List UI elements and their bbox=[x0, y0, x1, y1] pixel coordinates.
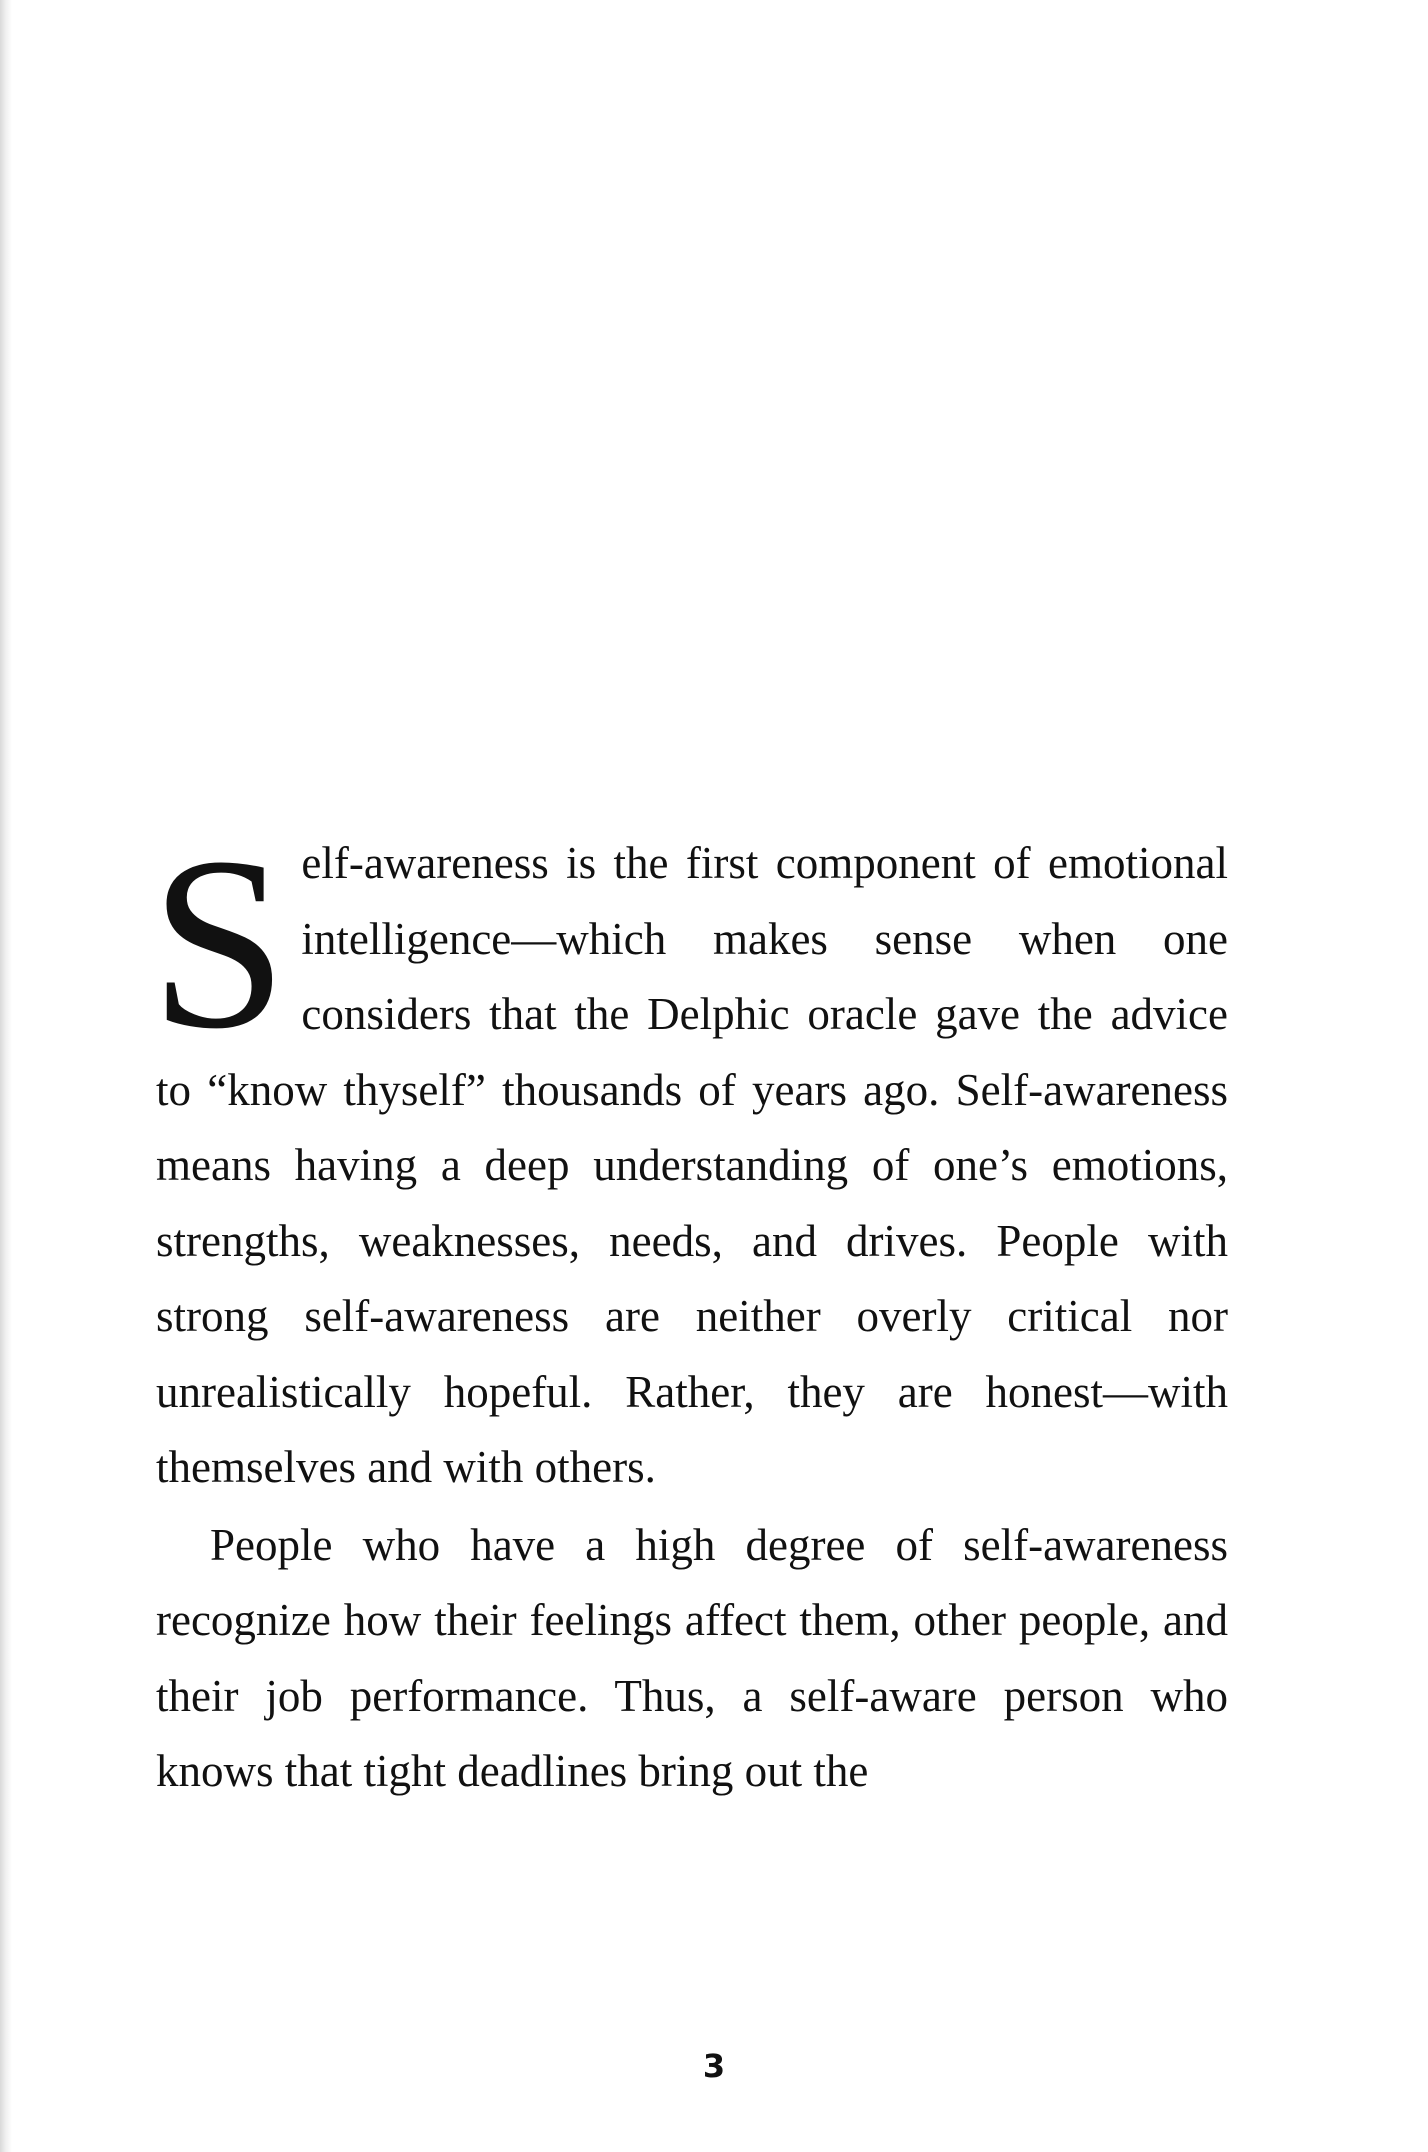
paragraph-2: People who have a high degree of self-awareness recognize how their feelings affect them, other people, and their job performance. Thus, a self-aware person who knows that tight deadlines bring out the bbox=[156, 1519, 1228, 1796]
scan-edge-shadow bbox=[0, 0, 12, 2152]
body-text bbox=[150, 807, 1228, 1810]
paragraph-1 bbox=[150, 807, 1228, 1506]
paragraph-1-text: elf-awareness is the first component of emotional intelligence—which makes sense when one considers that the Delphic oracle gave the advice to “know thyself” thousands of years ago. Self-awareness means having a deep understanding of one’s emotions, strengths, weaknesses, needs, and drives. People with strong self-awareness are neither overly critical nor unrealistically hopeful. Rather, they are honest—with themselves and with others. bbox=[156, 838, 1228, 1492]
drop-cap: S bbox=[150, 807, 288, 1080]
page-number: 3 bbox=[702, 2047, 726, 2085]
